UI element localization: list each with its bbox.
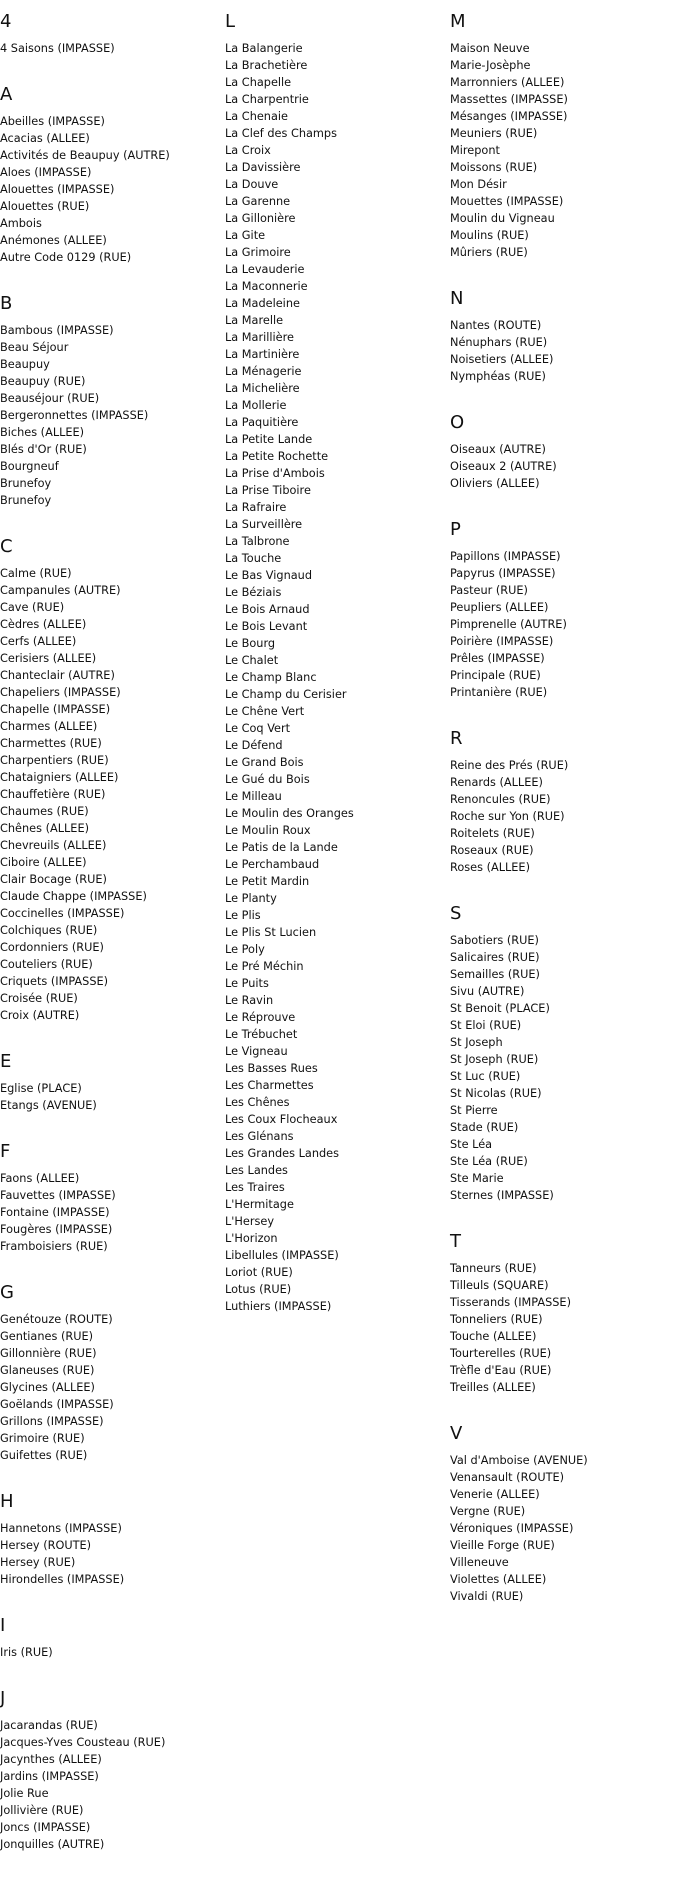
letter-group [0,1492,220,1588]
street-link[interactable]: Faons (ALLEE) [0,1172,80,1185]
street-link[interactable]: Hersey (RUE) [0,1556,76,1569]
street-link[interactable]: Croisée (RUE) [0,992,78,1005]
street-link[interactable]: Autre Code 0129 (RUE) [0,251,132,264]
street-link[interactable]: Etangs (AVENUE) [0,1099,97,1112]
letter-group [0,537,220,1024]
street-link[interactable]: Peupliers (ALLEE) [450,601,549,614]
street-link[interactable]: Cerfs (ALLEE) [0,635,77,648]
street-link[interactable]: Papillons (IMPASSE) [450,550,561,563]
street-link[interactable]: Mésanges (IMPASSE) [450,110,568,123]
street-link[interactable]: Activités de Beaupuy (AUTRE) [0,149,170,162]
street-link[interactable]: Val d'Amboise (AVENUE) [450,1454,588,1467]
street-list [450,317,675,385]
street-link[interactable]: Treilles (ALLEE) [450,1381,536,1394]
street-link[interactable]: St Benoit (PLACE) [450,1002,550,1015]
street-link[interactable]: Venerie (ALLEE) [450,1488,540,1501]
street-list [0,1311,220,1464]
street-link[interactable]: Hannetons (IMPASSE) [0,1522,122,1535]
street-link[interactable]: Genétouze (ROUTE) [0,1313,113,1326]
street-link[interactable]: Le Planty [225,892,277,905]
street-link[interactable]: 4 Saisons (IMPASSE) [0,42,115,55]
street-link[interactable]: Vieille Forge (RUE) [450,1539,555,1552]
street-link[interactable]: Meuniers (RUE) [450,127,538,140]
street-link[interactable]: Brunefoy [0,477,52,490]
street-list [450,1260,675,1396]
letter-group [0,1052,220,1114]
street-link[interactable]: Ste Marie [450,1172,504,1185]
street-link[interactable]: La Prise Tiboire [225,484,311,497]
street-link[interactable]: Mon Désir [450,178,507,191]
street-link[interactable]: Le Poly [225,943,265,956]
street-link[interactable]: Principale (RUE) [450,669,541,682]
letter-heading: A [0,84,13,105]
street-link[interactable]: Sternes (IMPASSE) [450,1189,554,1202]
street-link[interactable]: Noisetiers (ALLEE) [450,353,554,366]
street-link[interactable]: Moissons (RUE) [450,161,538,174]
street-link[interactable]: Tonneliers (RUE) [450,1313,543,1326]
street-list [450,548,675,701]
street-link[interactable]: Le Pré Méchin [225,960,304,973]
street-link[interactable]: Tanneurs (RUE) [450,1262,537,1275]
street-link[interactable]: La Chenaie [225,110,288,123]
street-link[interactable]: Véroniques (IMPASSE) [450,1522,574,1535]
street-list [450,757,675,876]
street-link[interactable]: Cerisiers (ALLEE) [0,652,97,665]
street-link[interactable]: Campanules (AUTRE) [0,584,121,597]
street-link[interactable]: Chapeliers (IMPASSE) [0,686,121,699]
street-link[interactable]: Jacques-Yves Cousteau (RUE) [0,1736,166,1749]
street-link[interactable]: La Prise d'Ambois [225,467,325,480]
street-link[interactable]: Fontaine (IMPASSE) [0,1206,110,1219]
street-link[interactable]: Chapelle (IMPASSE) [0,703,111,716]
street-link[interactable]: Tisserands (IMPASSE) [450,1296,571,1309]
letter-group [0,1689,220,1853]
street-list [0,1170,220,1255]
street-link[interactable]: Le Moulin des Oranges [225,807,354,820]
street-link[interactable]: Grimoire (RUE) [0,1432,85,1445]
street-link[interactable]: Le Chêne Vert [225,705,305,718]
street-link[interactable]: La Clef des Champs [225,127,337,140]
letter-group [450,289,675,385]
street-link[interactable]: Clair Bocage (RUE) [0,873,107,886]
street-link[interactable]: Glaneuses (RUE) [0,1364,95,1377]
street-link[interactable]: Poirière (IMPASSE) [450,635,554,648]
letter-group [450,12,675,261]
street-link[interactable]: Abeilles (IMPASSE) [0,115,105,128]
street-list [0,322,220,509]
street-link[interactable]: Criquets (IMPASSE) [0,975,109,988]
street-link[interactable]: Grillons (IMPASSE) [0,1415,104,1428]
street-link[interactable]: La Paquitière [225,416,299,429]
street-link[interactable]: Cèdres (ALLEE) [0,618,87,631]
street-link[interactable]: Biches (ALLEE) [0,426,85,439]
street-link[interactable]: Anémones (ALLEE) [0,234,107,247]
letter-heading: 4 [0,11,12,32]
street-link[interactable]: La Michelière [225,382,300,395]
street-link[interactable]: Moulins (RUE) [450,229,529,242]
street-link[interactable]: Renoncules (RUE) [450,793,551,806]
street-link[interactable]: Roses (ALLEE) [450,861,530,874]
street-link[interactable]: St Pierre [450,1104,498,1117]
street-link[interactable]: Chanteclair (AUTRE) [0,669,115,682]
street-link[interactable]: L'Hermitage [225,1198,294,1211]
street-link[interactable]: Charmes (ALLEE) [0,720,98,733]
street-link[interactable]: La Garenne [225,195,291,208]
street-link[interactable]: Les Coux Flocheaux [225,1113,338,1126]
street-link[interactable]: La Martinière [225,348,300,361]
street-link[interactable]: Les Charmettes [225,1079,314,1092]
street-link[interactable]: Lotus (RUE) [225,1283,292,1296]
street-link[interactable]: St Eloi (RUE) [450,1019,522,1032]
street-link[interactable]: St Joseph (RUE) [450,1053,539,1066]
street-link[interactable]: Nénuphars (RUE) [450,336,548,349]
letter-group [0,1142,220,1255]
street-link[interactable]: Ste Léa (RUE) [450,1155,528,1168]
street-link[interactable]: Bambous (IMPASSE) [0,324,114,337]
street-link[interactable]: Chataigniers (ALLEE) [0,771,119,784]
street-link[interactable]: Les Glénans [225,1130,294,1143]
street-link[interactable]: Jolie Rue [0,1787,49,1800]
street-link[interactable]: La Chapelle [225,76,292,89]
street-link[interactable]: Le Milleau [225,790,282,803]
street-link[interactable]: Marie-Josèphe [450,59,531,72]
street-link[interactable]: Le Bas Vignaud [225,569,312,582]
street-link[interactable]: Beaupuy [0,358,50,371]
letter-heading: O [450,412,465,433]
street-link[interactable]: Brunefoy [0,494,52,507]
street-link[interactable]: Les Grandes Landes [225,1147,339,1160]
street-link[interactable]: Le Bourg [225,637,276,650]
street-link[interactable]: Papyrus (IMPASSE) [450,567,556,580]
street-link[interactable]: Fauvettes (IMPASSE) [0,1189,116,1202]
street-link[interactable]: Le Grand Bois [225,756,304,769]
street-link[interactable]: La Talbrone [225,535,290,548]
street-list [450,932,675,1204]
street-link[interactable]: Sivu (AUTRE) [450,985,525,998]
street-link[interactable]: Goëlands (IMPASSE) [0,1398,114,1411]
street-link[interactable]: Les Traires [225,1181,285,1194]
street-link[interactable]: Pimprenelle (AUTRE) [450,618,567,631]
street-link[interactable]: Jollivière (RUE) [0,1804,84,1817]
street-link[interactable]: Chênes (ALLEE) [0,822,89,835]
letter-group [0,12,220,57]
street-link[interactable]: Libellules (IMPASSE) [225,1249,339,1262]
street-link[interactable]: Villeneuve [450,1556,509,1569]
street-link[interactable]: Mouettes (IMPASSE) [450,195,564,208]
street-link[interactable]: Renards (ALLEE) [450,776,543,789]
street-link[interactable]: La Balangerie [225,42,303,55]
street-link[interactable]: Le Gué du Bois [225,773,310,786]
street-link[interactable]: La Petite Lande [225,433,313,446]
street-link[interactable]: Ambois [0,217,42,230]
street-link[interactable]: Printanière (RUE) [450,686,548,699]
street-link[interactable]: Vergne (RUE) [450,1505,526,1518]
street-link[interactable]: St Luc (RUE) [450,1070,521,1083]
street-link[interactable]: La Douve [225,178,279,191]
street-link[interactable]: Framboisiers (RUE) [0,1240,108,1253]
street-link[interactable]: Mirepont [450,144,500,157]
letter-group [0,1616,220,1661]
street-link[interactable]: Bourgneuf [0,460,59,473]
street-link[interactable]: Beau Séjour [0,341,69,354]
street-link[interactable]: Le Petit Mardin [225,875,310,888]
street-list [0,1717,220,1853]
street-link[interactable]: La Madeleine [225,297,300,310]
street-link[interactable]: Luthiers (IMPASSE) [225,1300,332,1313]
street-link[interactable]: Jonquilles (AUTRE) [0,1838,105,1851]
street-link[interactable]: Le Plis [225,909,261,922]
street-link[interactable]: Violettes (ALLEE) [450,1573,547,1586]
street-link[interactable]: Iris (RUE) [0,1646,53,1659]
street-link[interactable]: Blés d'Or (RUE) [0,443,87,456]
street-link[interactable]: Prêles (IMPASSE) [450,652,545,665]
letter-group [450,1232,675,1396]
letter-group [0,294,220,509]
street-link[interactable]: Chaumes (RUE) [0,805,89,818]
street-link[interactable]: Reine des Prés (RUE) [450,759,569,772]
letter-heading: H [0,1491,14,1512]
street-link[interactable]: Gentianes (RUE) [0,1330,94,1343]
street-link[interactable]: Le Coq Vert [225,722,291,735]
street-link[interactable]: La Touche [225,552,282,565]
street-link[interactable]: Charpentiers (RUE) [0,754,109,767]
street-link[interactable]: La Charpentrie [225,93,309,106]
street-list [450,441,675,492]
street-link[interactable]: La Petite Rochette [225,450,329,463]
street-link[interactable]: La Mollerie [225,399,287,412]
street-link[interactable]: Tilleuls (SQUARE) [450,1279,549,1292]
street-link[interactable]: Le Champ du Cerisier [225,688,347,701]
street-link[interactable]: Le Puits [225,977,269,990]
street-link[interactable]: Alouettes (RUE) [0,200,90,213]
street-link[interactable]: Les Landes [225,1164,288,1177]
street-link[interactable]: Loriot (RUE) [225,1266,293,1279]
street-link[interactable]: Claude Chappe (IMPASSE) [0,890,147,903]
street-link[interactable]: Nantes (ROUTE) [450,319,542,332]
letter-heading: M [450,11,466,32]
street-link[interactable]: La Surveillère [225,518,303,531]
street-link[interactable]: Chauffetière (RUE) [0,788,106,801]
street-link[interactable]: Le Patis de la Lande [225,841,338,854]
letter-heading: I [0,1615,6,1636]
street-link[interactable]: Le Ravin [225,994,274,1007]
street-link[interactable]: Joncs (IMPASSE) [0,1821,91,1834]
street-link[interactable]: Le Béziais [225,586,282,599]
street-link[interactable]: La Marillière [225,331,294,344]
street-index-column-3 [450,12,675,1633]
street-link[interactable]: Massettes (IMPASSE) [450,93,568,106]
letter-heading: F [0,1141,11,1162]
street-link[interactable]: Les Chênes [225,1096,290,1109]
street-link[interactable]: Salicaires (RUE) [450,951,540,964]
letter-heading: V [450,1423,463,1444]
street-link[interactable]: Le Perchambaud [225,858,320,871]
street-link[interactable]: Aloes (IMPASSE) [0,166,92,179]
street-link[interactable]: Le Trébuchet [225,1028,298,1041]
street-link[interactable]: Jacarandas (RUE) [0,1719,98,1732]
street-link[interactable]: Colchiques (RUE) [0,924,98,937]
street-link[interactable]: Oiseaux 2 (AUTRE) [450,460,557,473]
street-link[interactable]: Roseaux (RUE) [450,844,534,857]
letter-heading: B [0,293,13,314]
street-link[interactable]: Le Bois Arnaud [225,603,310,616]
letter-heading: R [450,728,463,749]
street-link[interactable]: Cordonniers (RUE) [0,941,104,954]
street-link[interactable]: Cave (RUE) [0,601,65,614]
street-link[interactable]: Beauséjour (RUE) [0,392,100,405]
street-list [225,40,450,1315]
street-link[interactable]: Touche (ALLEE) [450,1330,537,1343]
street-link[interactable]: Hirondelles (IMPASSE) [0,1573,125,1586]
street-link[interactable]: Mûriers (RUE) [450,246,528,259]
street-link[interactable]: Oiseaux (AUTRE) [450,443,546,456]
letter-heading: C [0,536,13,557]
letter-group [0,1283,220,1464]
street-link[interactable]: Les Basses Rues [225,1062,318,1075]
street-link[interactable]: Moulin du Vigneau [450,212,555,225]
letter-heading: E [0,1051,12,1072]
letter-heading: P [450,519,461,540]
street-link[interactable]: Ciboire (ALLEE) [0,856,87,869]
street-link[interactable]: La Gite [225,229,266,242]
street-link[interactable]: La Grimoire [225,246,291,259]
street-list [0,1644,220,1661]
street-link[interactable]: Oliviers (ALLEE) [450,477,540,490]
street-list [0,113,220,266]
letter-group [450,729,675,876]
letter-group [450,520,675,701]
street-link[interactable]: Maison Neuve [450,42,530,55]
street-link[interactable]: Roche sur Yon (RUE) [450,810,565,823]
street-link[interactable]: La Davissière [225,161,301,174]
street-link[interactable]: Le Défend [225,739,283,752]
street-link[interactable]: Guifettes (RUE) [0,1449,88,1462]
letter-group [0,85,220,266]
street-link[interactable]: Chevreuils (ALLEE) [0,839,107,852]
street-list [0,1080,220,1114]
letter-heading: G [0,1282,14,1303]
letter-heading: J [0,1688,6,1709]
street-link[interactable]: Vivaldi (RUE) [450,1590,524,1603]
street-link[interactable]: Le Réprouve [225,1011,296,1024]
street-link[interactable]: L'Horizon [225,1232,278,1245]
street-link[interactable]: La Brachetière [225,59,308,72]
street-link[interactable]: Eglise (PLACE) [0,1082,82,1095]
street-list [450,40,675,261]
street-link[interactable]: La Gillonière [225,212,296,225]
street-link[interactable]: Calme (RUE) [0,567,72,580]
street-link[interactable]: Le Plis St Lucien [225,926,317,939]
street-link[interactable]: La Rafraire [225,501,287,514]
letter-heading: L [225,11,236,32]
street-link[interactable]: Roitelets (RUE) [450,827,535,840]
street-link[interactable]: Pasteur (RUE) [450,584,528,597]
street-link[interactable]: St Joseph [450,1036,503,1049]
street-link[interactable]: Venansault (ROUTE) [450,1471,565,1484]
street-link[interactable]: Stade (RUE) [450,1121,519,1134]
street-link[interactable]: Jardins (IMPASSE) [0,1770,99,1783]
street-index-column-2 [225,12,450,1343]
street-link[interactable]: La Levauderie [225,263,305,276]
street-link[interactable]: Le Chalet [225,654,279,667]
street-list [0,565,220,1024]
street-link[interactable]: Charmettes (RUE) [0,737,102,750]
street-link[interactable]: Acacias (ALLEE) [0,132,90,145]
street-link[interactable]: Alouettes (IMPASSE) [0,183,115,196]
street-link[interactable]: La Croix [225,144,271,157]
street-link[interactable]: Sabotiers (RUE) [450,934,539,947]
street-link[interactable]: Le Vigneau [225,1045,288,1058]
letter-group [225,12,450,1315]
street-link[interactable]: Couteliers (RUE) [0,958,93,971]
street-link[interactable]: Glycines (ALLEE) [0,1381,95,1394]
street-list [0,1520,220,1588]
street-link[interactable]: Le Moulin Roux [225,824,311,837]
street-link[interactable]: La Marelle [225,314,284,327]
street-link[interactable]: La Maconnerie [225,280,308,293]
letter-group [450,904,675,1204]
letter-heading: S [450,903,462,924]
street-list [0,40,220,57]
street-link[interactable]: Beaupuy (RUE) [0,375,86,388]
street-link[interactable]: Trèfle d'Eau (RUE) [450,1364,552,1377]
letter-group [450,1424,675,1605]
street-link[interactable]: Fougères (IMPASSE) [0,1223,113,1236]
street-link[interactable]: Bergeronnettes (IMPASSE) [0,409,149,422]
street-link[interactable]: Le Bois Levant [225,620,308,633]
street-link[interactable]: Coccinelles (IMPASSE) [0,907,125,920]
street-index-column-1 [0,12,220,1881]
street-link[interactable]: Gillonnière (RUE) [0,1347,97,1360]
street-link[interactable]: Hersey (ROUTE) [0,1539,92,1552]
letter-heading: N [450,288,464,309]
street-link[interactable]: Semailles (RUE) [450,968,540,981]
street-link[interactable]: Croix (AUTRE) [0,1009,80,1022]
street-link[interactable]: St Nicolas (RUE) [450,1087,542,1100]
street-link[interactable]: Tourterelles (RUE) [450,1347,552,1360]
letter-heading: T [450,1231,461,1252]
street-link[interactable]: Le Champ Blanc [225,671,317,684]
street-link[interactable]: La Ménagerie [225,365,302,378]
street-list [450,1452,675,1605]
street-link[interactable]: L'Hersey [225,1215,275,1228]
street-link[interactable]: Nymphéas (RUE) [450,370,546,383]
street-link[interactable]: Marronniers (ALLEE) [450,76,565,89]
street-link[interactable]: Ste Léa [450,1138,493,1151]
street-link[interactable]: Jacynthes (ALLEE) [0,1753,102,1766]
letter-group [450,413,675,492]
